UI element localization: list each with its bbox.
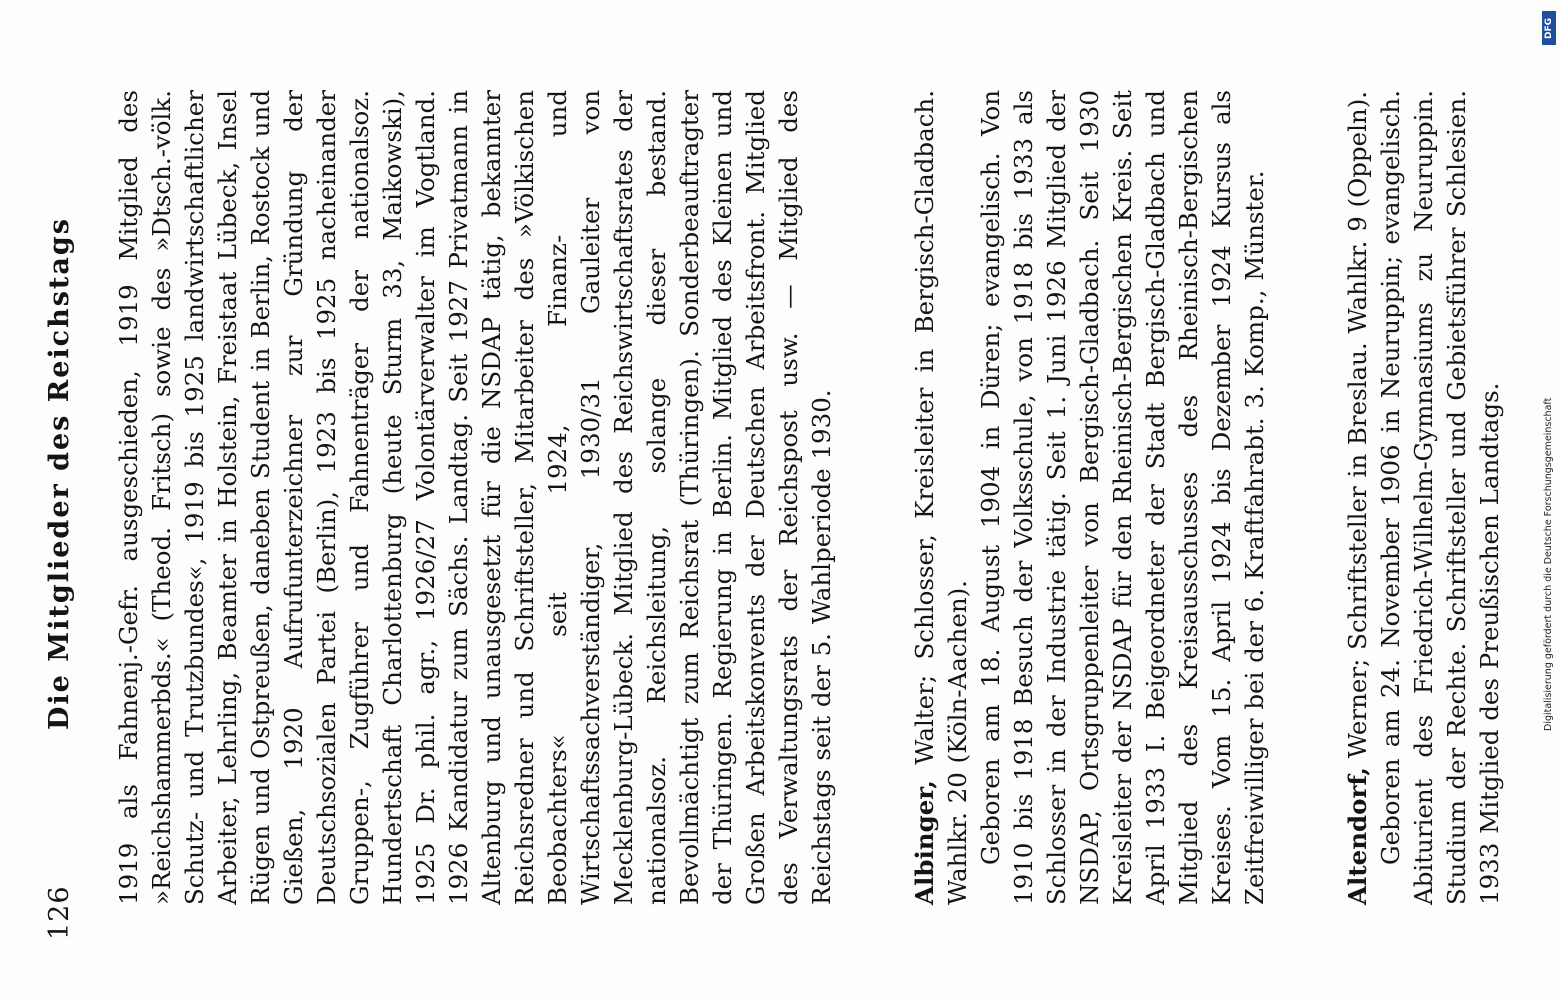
entry-bio-altendorf: Geboren am 24. November 1906 in Neuruppin; evangelisch. Abiturient des Friedrich-Wilhelm-Gymnasiums zu Neuruppin. Studium der Rechte. Schriftsteller und Gebietsführer Schlesien. 1933 Mitglied des Preußischen Landtags. <box>1376 90 1504 905</box>
entry-name-altendorf: Altendorf, <box>1343 767 1372 905</box>
entry-bio-albinger: Geboren am 18. August 1904 in Düren; evangelisch. Von 1910 bis 1918 Besuch der Volksschule, von 1918 bis 1933 als Schlosser in der Industrie tätig. Seit 1. Juni 1926 Mitglied der NSDAP, Ortsgruppenleiter von Bergisch-Gladbach. Seit 1930 Kreisleiter der NSDAP für den Rheinisch-Bergischen Kreis. Seit April 1933 I. Beigeordneter der Stadt Bergisch-Gladbach und Mitglied des Kreisausschusses des Rheinisch-Bergischen Kreises. Vom 15. April 1924 bis Dezember 1924 Kursus als Zeitfreiwilliger bei der 6. Kraftfahrabt. 3. Komp., Münster. <box>976 90 1269 905</box>
entry-name-albinger: Albinger, <box>910 780 939 905</box>
running-title: Die Mitglieder des Reichstags <box>44 217 75 730</box>
page-body <box>112 90 1506 905</box>
dfg-sidebar <box>1538 5 1560 995</box>
page-header <box>40 60 80 940</box>
entry-separator <box>1271 90 1341 905</box>
continued-entry-text: 1919 als Fahnenj.-Gefr. ausgeschieden, 1919 Mitglied des »Reichshammerbds.« (Theod. Fritsch) sowie des »Dtsch.-völk. Schutz- und Trutzbundes«, 1919 bis 1925 landwirtschaftlicher Arbeiter, Lehrling, Beamter in Holstein, Freistaat Lübeck, Insel Rügen und Ostpreußen, daneben Student in Berlin, Rostock und Gießen, 1920 Aufrufunterzeichner zur Gründung der Deutschsozialen Partei (Berlin), 1923 bis 1925 nacheinander Gruppen-, Zugführer und Fahnenträger der nationalsoz. Hundertschaft Charlottenburg (heute Sturm 33, Maikowski), 1925 Dr. phil. agr., 1926/27 Volontärverwalter im Vogtland. 1926 Kandidatur zum Sächs. Landtag. Seit 1927 Privatmann in Altenburg und unausgesetzt für die NSDAP tätig, bekannter Reichsredner und Schriftsteller, Mitarbeiter des »Völkischen Beobachters« seit 1924, Finanz- und Wirtschaftssachverständiger, 1930/31 Gauleiter von Mecklenburg-Lübeck. Mitglied des Reichswirtschaftsrates der nationalsoz. Reichsleitung, solange dieser bestand. Bevollmächtigt zum Reichsrat (Thüringen). Sonderbeauftragter der Thüringen. Regierung in Berlin. Mitglied des Kleinen und Großen Arbeitskonvents der Deutschen Arbeitsfront. Mitglied des Verwaltungsrats der Reichspost usw. — Mitglied des Reichstags seit der 5. Wahlperiode 1930. <box>114 90 836 905</box>
entry-heading-albinger <box>908 90 974 905</box>
entry-heading-altendorf <box>1341 90 1374 905</box>
dfg-credit-text: Digitalisierung gefördert durch die Deutsche Forschungsgemeinschaft <box>1543 397 1554 731</box>
dfg-logo: DFG <box>1542 11 1556 45</box>
entry-separator <box>838 90 908 905</box>
entry-heading-rest-albinger: Walter; Schlosser, Kreisleiter in Bergisch-Gladbach. Wahlkr. 20 (Köln-Aachen). <box>910 90 972 905</box>
entry-heading-rest-altendorf: Werner; Schriftsteller in Breslau. Wahlkr. 9 (Oppeln). <box>1343 90 1372 759</box>
page-number: 126 <box>44 885 75 940</box>
